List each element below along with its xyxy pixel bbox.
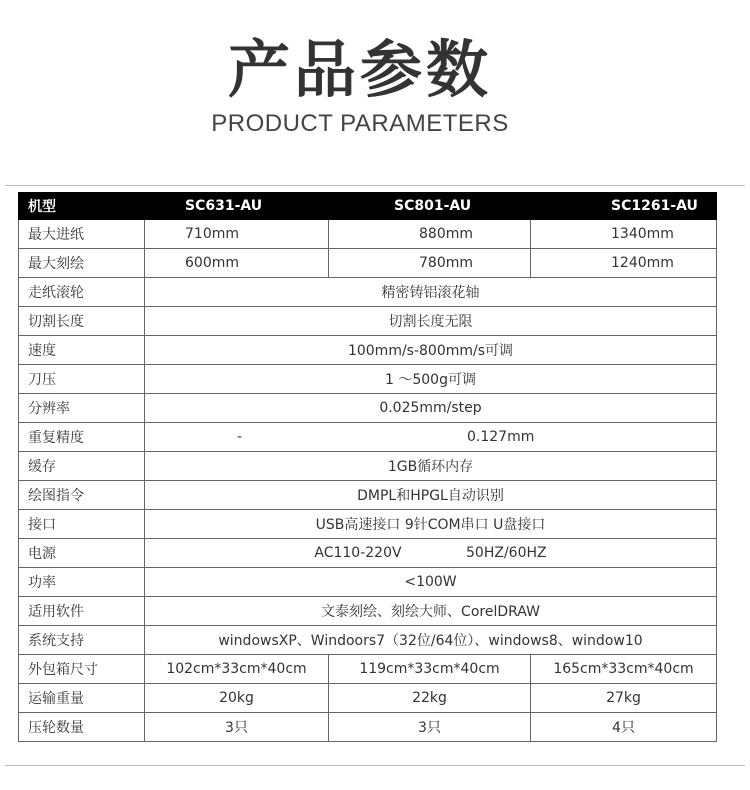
header-cell: 机型 [19, 193, 145, 220]
row-label: 系统支持 [19, 626, 145, 655]
page-subtitle: PRODUCT PARAMETERS [211, 110, 509, 137]
table-cell: windowsXP、Windoors7（32位/64位）、windows8、window10 [145, 626, 717, 655]
row-label: 绘图指令 [19, 481, 145, 510]
table-row [19, 220, 717, 249]
row-label: 压轮数量 [19, 713, 145, 742]
table-row [19, 626, 717, 655]
row-label: 适用软件 [19, 597, 145, 626]
top-divider [5, 185, 745, 186]
table-cell: 3只 [329, 713, 531, 742]
table-row [19, 365, 717, 394]
table-row [19, 655, 717, 684]
table-cell [145, 423, 717, 452]
table-cell: 880mm [329, 220, 531, 249]
table-row [19, 481, 717, 510]
table-cell: 1 ～500g可调 [145, 365, 717, 394]
table-cell: 3只 [145, 713, 329, 742]
bottom-divider [5, 765, 745, 766]
table-cell: 0.025mm/step [145, 394, 717, 423]
table-header-row [19, 193, 717, 220]
table-cell: 1340mm [531, 220, 717, 249]
table-cell: 780mm [329, 249, 531, 278]
table-cell: 20kg [145, 684, 329, 713]
row-label: 最大刻绘 [19, 249, 145, 278]
table-cell: DMPL和HPGL自动识别 [145, 481, 717, 510]
cell-value: 0.127mm [467, 429, 535, 445]
row-label: 切割长度 [19, 307, 145, 336]
table-cell: AC110-220V 50HZ/60HZ [145, 539, 717, 568]
dash-mark: - [237, 429, 243, 445]
table-cell: 切割长度无限 [145, 307, 717, 336]
table-row [19, 684, 717, 713]
row-label: 重复精度 [19, 423, 145, 452]
table-row [19, 278, 717, 307]
table-cell: 102cm*33cm*40cm [145, 655, 329, 684]
table-cell: 27kg [531, 684, 717, 713]
table-cell: 22kg [329, 684, 531, 713]
table-cell: 文泰刻绘、刻绘大师、CorelDRAW [145, 597, 717, 626]
header-cell: SC801-AU [329, 193, 531, 220]
row-label: 走纸滚轮 [19, 278, 145, 307]
row-label: 运输重量 [19, 684, 145, 713]
table-cell: USB高速接口 9针COM串口 U盘接口 [145, 510, 717, 539]
table-row [19, 713, 717, 742]
table-row [19, 394, 717, 423]
table-cell: 600mm [145, 249, 329, 278]
table-cell: 4只 [531, 713, 717, 742]
table-row [19, 452, 717, 481]
page-title: 产品参数 [227, 33, 492, 106]
table-row [19, 307, 717, 336]
table-cell: 119cm*33cm*40cm [329, 655, 531, 684]
table-row [19, 568, 717, 597]
row-label: 电源 [19, 539, 145, 568]
table-cell: 精密铸铝滚花轴 [145, 278, 717, 307]
table-row [19, 249, 717, 278]
table-cell: 1GB循环内存 [145, 452, 717, 481]
row-label: 缓存 [19, 452, 145, 481]
table-cell: 165cm*33cm*40cm [531, 655, 717, 684]
row-label: 速度 [19, 336, 145, 365]
table-cell: 100mm/s-800mm/s可调 [145, 336, 717, 365]
table-row [19, 510, 717, 539]
row-label: 刀压 [19, 365, 145, 394]
header-cell: SC631-AU [145, 193, 329, 220]
table-cell: <100W [145, 568, 717, 597]
parameters-table [18, 192, 717, 742]
table-cell: 710mm [145, 220, 329, 249]
table-row [19, 423, 717, 452]
row-label: 最大进纸 [19, 220, 145, 249]
row-label: 接口 [19, 510, 145, 539]
row-label: 外包箱尺寸 [19, 655, 145, 684]
table-row [19, 539, 717, 568]
table-row [19, 336, 717, 365]
row-label: 功率 [19, 568, 145, 597]
row-label: 分辨率 [19, 394, 145, 423]
table-row [19, 597, 717, 626]
header-cell: SC1261-AU [531, 193, 717, 220]
table-cell: 1240mm [531, 249, 717, 278]
